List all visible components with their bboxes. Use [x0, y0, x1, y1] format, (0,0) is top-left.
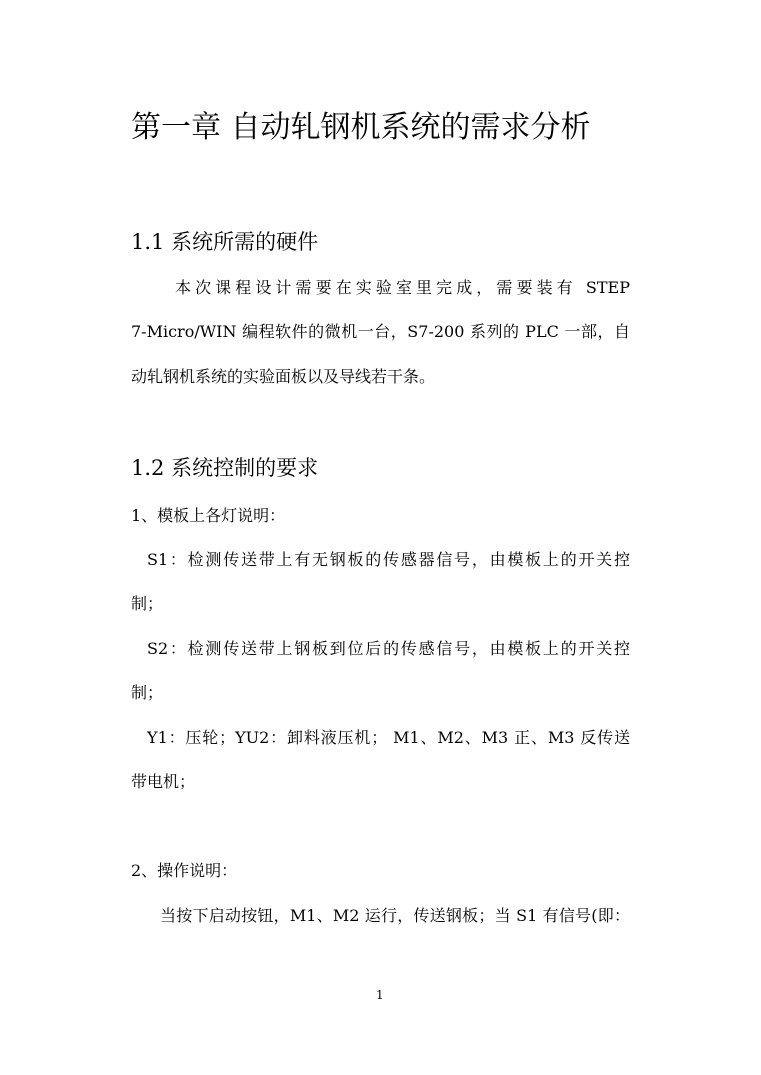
section-title-1-1: 1.1 系统所需的硬件: [131, 230, 319, 254]
item-1-heading: 1、模板上各灯说明：: [131, 506, 286, 525]
y1-description-line-1: Y1：压轮；YU2：卸料液压机； M1、M2、M3 正、M3 反传送: [147, 728, 630, 747]
s2-description-line-1: S2：检测传送带上钢板到位后的传感信号，由模板上的开关控: [147, 639, 630, 658]
paragraph-line-3: 动轧钢机系统的实验面板以及导线若干条。: [131, 367, 436, 386]
page-number: 1: [376, 988, 384, 1002]
paragraph-line-1: 本次课程设计需要在实验室里完成，需要装有 STEP: [175, 278, 630, 297]
s1-description-line-1: S1：检测传送带上有无钢板的传感器信号，由模板上的开关控: [147, 550, 630, 569]
y1-description-line-2: 带电机；: [131, 772, 196, 791]
section-title-1-2: 1.2 系统控制的要求: [131, 456, 319, 480]
s2-description-line-2: 制；: [131, 683, 164, 702]
paragraph-line-2: 7-Micro/WIN 编程软件的微机一台，S7-200 系列的 PLC 一部，自: [131, 322, 630, 341]
s1-description-line-2: 制；: [131, 594, 164, 613]
item-2-heading: 2、操作说明：: [131, 861, 238, 880]
chapter-title: 第一章 自动轧钢机系统的需求分析: [131, 110, 591, 145]
operation-line-1: 当按下启动按钮，M1、M2 运行，传送钢板；当 S1 有信号(即：: [160, 906, 630, 925]
